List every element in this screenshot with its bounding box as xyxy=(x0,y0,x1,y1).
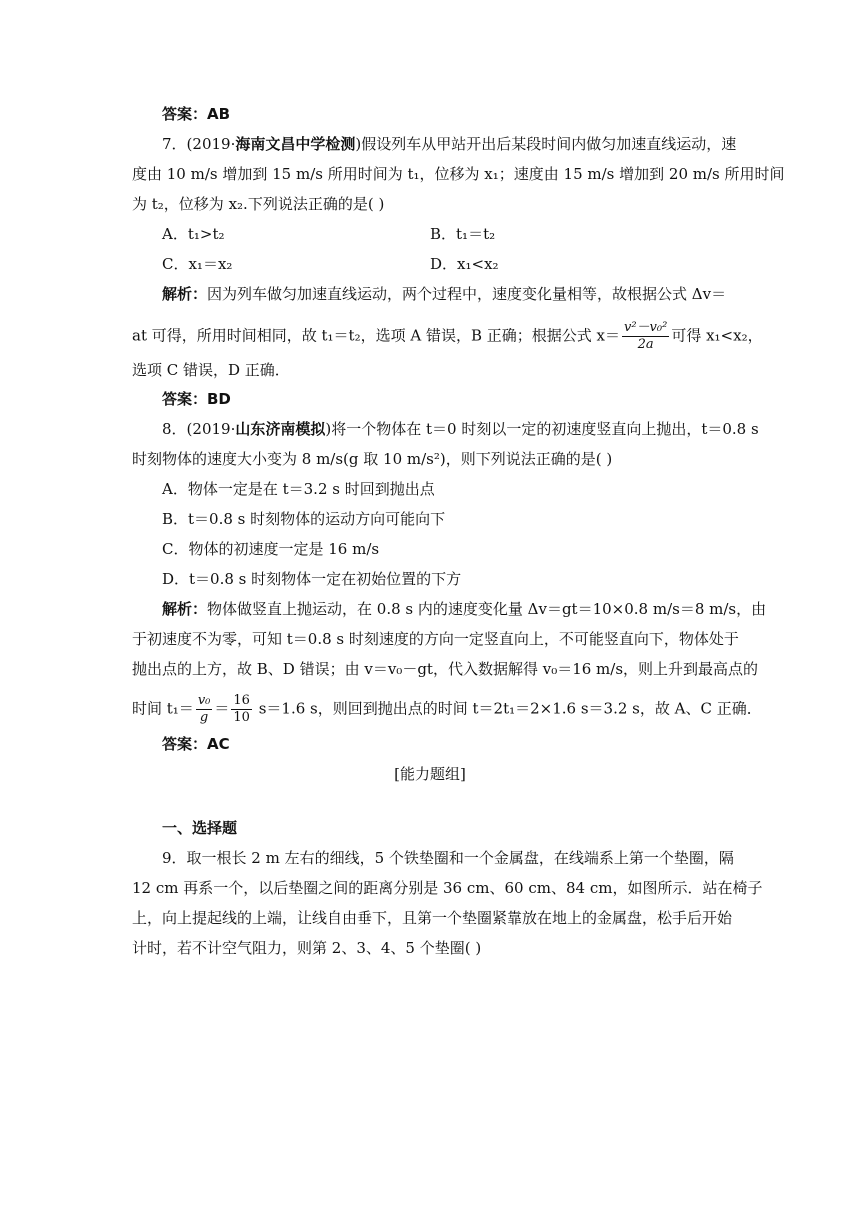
q7-exp-text-1: 因为列车做匀加速直线运动，两个过程中，速度变化量相等，故根据公式 Δv＝ xyxy=(207,285,727,303)
q8-line-2: 时刻物体的速度大小变为 8 m/s(g 取 10 m/s²)，则下列说法正确的是( ) xyxy=(132,450,613,468)
q7-line-3: 为 t₂，位移为 x₂.下列说法正确的是( ) xyxy=(132,195,385,213)
q8-exp-text-4b: s＝1.6 s，则回到抛出点的时间 t＝2t₁＝2×1.6 s＝3.2 s，故 A、C 正确． xyxy=(253,699,762,718)
q9-line-3: 上，向上提起线的上端，让线自由垂下，且第一个垫圈紧靠放在地上的金属盘，松手后开始 xyxy=(132,909,733,927)
q7-line-2: 度由 10 m/s 增加到 15 m/s 所用时间为 t₁，位移为 x₁；速度由 15 m/s 增加到 20 m/s 所用时间 xyxy=(132,165,785,183)
q8-frac1-num: v₀ xyxy=(197,693,211,708)
answer-8: 答案：AC xyxy=(162,735,230,753)
q8-explanation-3: 抛出点的上方，故 B、D 错误；由 v＝v₀－gt，代入数据解得 v₀＝16 m/s，则上升到最高点的 xyxy=(132,660,759,678)
q8-option-c: C．物体的初速度一定是 16 m/s xyxy=(162,540,380,558)
q8-exp-text-4a: 时间 t₁＝ xyxy=(132,699,194,718)
q9-line-4: 计时，若不计空气阻力，则第 2、3、4、5 个垫圈( ) xyxy=(132,939,482,957)
q8-source: 山东济南模拟 xyxy=(235,420,326,438)
q7-explanation-label: 解析： xyxy=(162,285,208,303)
section-title: [能力题组] xyxy=(394,765,466,783)
q8-option-d: D．t＝0.8 s 时刻物体一定在初始位置的下方 xyxy=(162,570,462,588)
q8-fraction-1 xyxy=(196,693,213,726)
q8-explanation-1 xyxy=(162,599,766,619)
q8-explanation-4 xyxy=(132,693,762,726)
q7-option-a: A．t₁>t₂ xyxy=(162,225,225,243)
q9-line-1: 9．取一根长 2 m 左右的细线，5 个铁垫圈和一个金属盘，在线端系上第一个垫圈，隔 xyxy=(162,849,734,867)
q7-option-b: B．t₁＝t₂ xyxy=(430,225,496,243)
q7-explanation-1 xyxy=(162,284,726,304)
q8-frac2-den: 10 xyxy=(233,710,250,725)
q8-explanation-label: 解析： xyxy=(162,600,208,618)
q8-explanation-2: 于初速度不为零，可知 t＝0.8 s 时刻速度的方向一定竖直向上，不可能竖直向下，物体处于 xyxy=(132,630,739,648)
q8-frac2-num: 16 xyxy=(233,693,250,708)
q8-fraction-2 xyxy=(231,693,252,726)
q7-explanation-2 xyxy=(132,320,763,353)
q7-stem-1: )假设列车从甲站开出后某段时间内做匀加速直线运动，速 xyxy=(355,135,737,153)
q7-exp-text-2a: at 可得，所用时间相同，故 t₁＝t₂，选项 A 错误，B 正确；根据公式 x＝ xyxy=(132,326,620,345)
part-title: 一、选择题 xyxy=(162,819,238,837)
q8-line-1 xyxy=(162,419,759,439)
q8-stem-1: )将一个物体在 t＝0 时刻以一定的初速度竖直向上抛出，t＝0.8 s xyxy=(325,420,759,438)
q7-exp-text-2b: 可得 x₁<x₂， xyxy=(671,326,763,345)
q8-number: 8．(2019· xyxy=(162,420,236,438)
q7-source: 海南文昌中学检测 xyxy=(235,135,356,153)
q8-option-a: A．物体一定是在 t＝3.2 s 时回到抛出点 xyxy=(162,480,435,498)
q7-frac-num: v²－v₀² xyxy=(623,320,668,335)
q9-line-2: 12 cm 再系一个，以后垫圈之间的距离分别是 36 cm、60 cm、84 cm，如图所示．站在椅子 xyxy=(132,879,763,897)
q8-equals: ＝ xyxy=(214,699,230,718)
q7-number: 7．(2019· xyxy=(162,135,236,153)
q7-frac-den: 2a xyxy=(637,337,654,352)
q7-option-c: C．x₁＝x₂ xyxy=(162,255,233,273)
q7-option-d: D．x₁<x₂ xyxy=(430,255,499,273)
q7-explanation-3: 选项 C 错误，D 正确． xyxy=(132,361,290,379)
q7-line-1 xyxy=(162,134,736,154)
q8-exp-text-1: 物体做竖直上抛运动，在 0.8 s 内的速度变化量 Δv＝gt＝10×0.8 m/s＝8 m/s，由 xyxy=(207,600,767,618)
answer-6: 答案：AB xyxy=(162,105,231,123)
q7-fraction xyxy=(622,320,669,353)
q8-frac1-den: g xyxy=(199,710,209,725)
answer-7: 答案：BD xyxy=(162,390,231,408)
q8-option-b: B．t＝0.8 s 时刻物体的运动方向可能向下 xyxy=(162,510,446,528)
